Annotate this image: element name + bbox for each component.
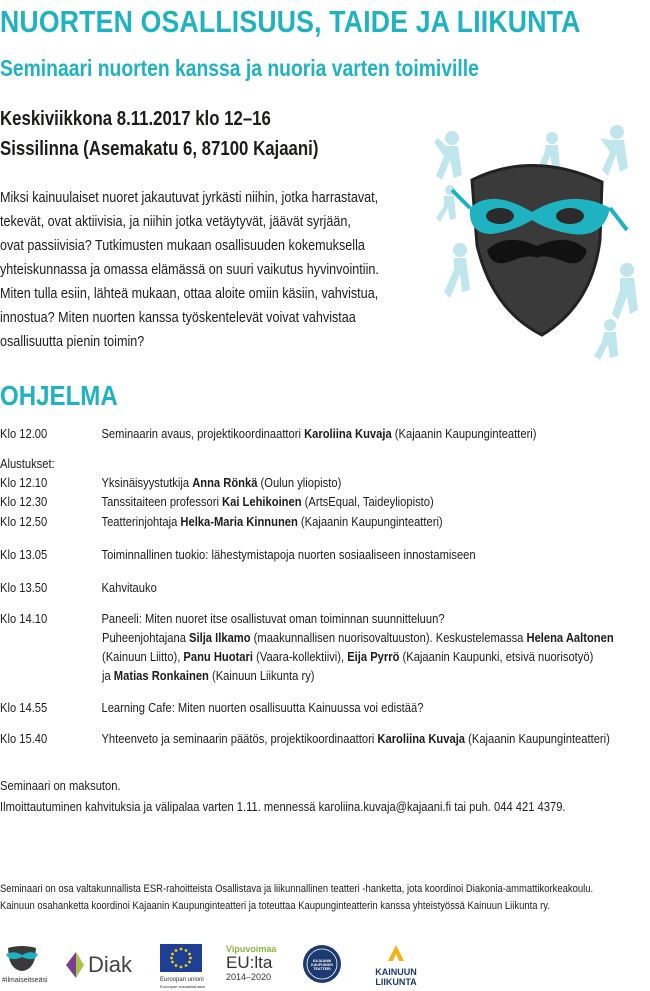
program-desc: Kahvitauko [101,580,157,595]
intro-line: innostua? Miten nuorten kanssa työskentelevät voivat vahvistaa [0,309,356,326]
program-desc: Toiminnallinen tuokio: lähestymistapoja nuorten sosiaaliseen innostamiseen [101,547,476,562]
program-time: Klo 12.00 [0,426,48,441]
speaker-name: Helka-Maria Kinnunen [180,514,298,529]
speaker-name: Matias Ronkainen [113,668,209,683]
intro-line: Miten tulla esiin, lähteä mukaan, ottaa aloite omiin käsiin, vahvistua, [0,285,379,302]
program-time: Klo 12.30 [0,494,48,509]
program-desc: Paneeli: Miten nuoret itse osallistuvat oman toiminnan suunnitteluun? [101,611,445,626]
kl-a-icon [387,944,405,962]
speaker-name: Karoliina Kuvaja [304,426,392,441]
panel-text: Puheenjohtajana [102,630,190,645]
speaker-name: Silja Ilkamo [189,630,251,645]
free-note: Seminaari on maksuton. [0,778,121,793]
program-desc: Tanssitaiteen professori [101,494,223,509]
program-desc: Seminaarin avaus, projektikoordinaattori [101,426,305,441]
program-time: Klo 12.10 [0,475,48,490]
kl-text-2: LIIKUNTA [375,977,417,987]
program-time: Klo 14.10 [0,611,48,626]
speaker-org: (Kajaanin Kaupunginteatteri) [465,731,610,746]
speaker-org: (ArtsEqual, Taideyliopisto) [301,494,434,509]
speaker-org: (Kajaanin Kaupunginteatteri) [391,426,537,441]
intro-line: yhteiskunnassa ja omassa elämässä on suuri vaikutus hyvinvointiin. [0,261,379,278]
speaker-name: Eija Pyrrö [347,649,400,664]
funding-note: Kainuun osahanketta koordinoi Kajaanin Kaupunginteatteri ja toteuttaa Kaupunginteatterin kanssa yhteistyössä Kainuun Liikunta ry. [0,900,550,912]
speaker-org: (Kajaanin Kaupunginteatteri) [297,514,443,529]
program-item [0,698,423,717]
intro-line: ovat passiivisia? Tutkimusten mukaan osallisuuden kokemuksella [0,237,365,254]
panel-line [102,628,614,647]
intro-text [0,186,420,354]
panel-line [102,647,593,666]
panel-text: (Kajaanin Kaupunki, etsivä nuorisotyö) [399,649,594,664]
ilmaiseitsesi-logo [2,944,46,984]
panel-text: (Vaara-kollektiivi), [252,649,348,664]
vip-eu-text: EU:lta [226,953,273,972]
speaker-name: Anna Rönkä [192,475,258,490]
program-item [0,609,445,628]
kainuun-liikunta-logo [366,944,426,986]
alustukset-label: Alustukset: [0,456,55,471]
hashtag-text: #ilmaiseitseäsi [2,977,48,984]
page-subtitle: Seminaari nuorten kanssa ja nuoria varten toimiville [0,55,479,81]
program-time: Klo 13.05 [0,547,48,562]
intro-line: Miksi kainuulaiset nuoret jakautuvat jyrkästi niihin, jotka harrastavat, [0,189,379,206]
eu-text: Euroopan unioni [160,977,204,983]
panel-line [102,666,315,685]
funding-note: Seminaari on osa valtakunnallista ESR-rahoitteista Osallistava ja liikunnallinen teatteri -hanketta, jota koordinoi Diakonia-ammattikorkeakoulu. [0,883,594,895]
vip-years: 2014–2020 [226,972,272,982]
theatre-text: KAJAANIN KAUPUNGIN TEATTERI [311,959,333,971]
speaker-name: Kai Lehikoinen [222,494,302,509]
speaker-name: Panu Huotari [183,649,253,664]
speaker-name: Karoliina Kuvaja [377,731,466,746]
program-item [0,473,341,492]
panel-text: (Kainuun Liitto), [102,649,184,664]
panel-text: ja [102,668,114,683]
event-place: Sissilinna (Asemakatu 6, 87100 Kajaani) [0,138,319,160]
program-item [0,545,476,564]
mask-icon [2,944,42,972]
program-desc: Learning Cafe: Miten nuorten osallisuutta Kainuussa voi edistää? [101,700,424,715]
intro-line: tekevät, ovat aktiivisia, ja niihin jotka vetäytyvät, jäävät syrjään, [0,213,351,230]
program-item [0,578,157,597]
theatre-mask-illustration [432,120,647,365]
program-heading: OHJELMA [0,380,118,411]
eu-logo [160,944,220,988]
theatre-logo [302,944,342,984]
program-desc: Yksinäisyystutkija [101,475,193,490]
page-title: NUORTEN OSALLISUUS, TAIDE JA LIIKUNTA [0,4,581,39]
program-item [0,492,434,511]
speaker-name: Helena Aaltonen [526,630,614,645]
eu-flag-icon [160,944,202,972]
vipuvoimaa-logo [226,944,288,988]
event-date: Keskiviikkona 8.11.2017 klo 12–16 [0,108,271,130]
eu-subtext: Euroopan sosiaalirahasto [160,984,206,989]
program-time: Klo 15.40 [0,731,48,746]
program-item [0,424,537,443]
diak-logo [64,948,132,982]
intro-line: osallisuutta pienin toimin? [0,333,145,350]
program-time: Klo 13.50 [0,580,48,595]
kl-text-1: KAINUUN [375,967,417,977]
diak-leaf-icon [64,950,86,980]
panel-text: (Kainuun Liikunta ry) [208,668,315,683]
panel-text: (maakunnallisen nuorisovaltuuston). Keskustelemassa [250,630,527,645]
vip-text: Vipuvoimaa [226,944,277,954]
program-time: Klo 14.55 [0,700,48,715]
speaker-org: (Oulun yliopisto) [257,475,342,490]
diak-text: Diak [88,952,133,977]
program-desc: Teatterinjohtaja [101,514,181,529]
program-item [0,729,610,748]
signup-note: Ilmoittautuminen kahvituksia ja välipalaa varten 1.11. mennessä karoliina.kuvaja@kajaani.fi tai puh. 044 421 4379. [0,799,566,814]
program-time: Klo 12.50 [0,514,48,529]
program-desc: Yhteenveto ja seminaarin päätös, projektikoordinaattori [101,731,378,746]
program-item [0,512,443,531]
